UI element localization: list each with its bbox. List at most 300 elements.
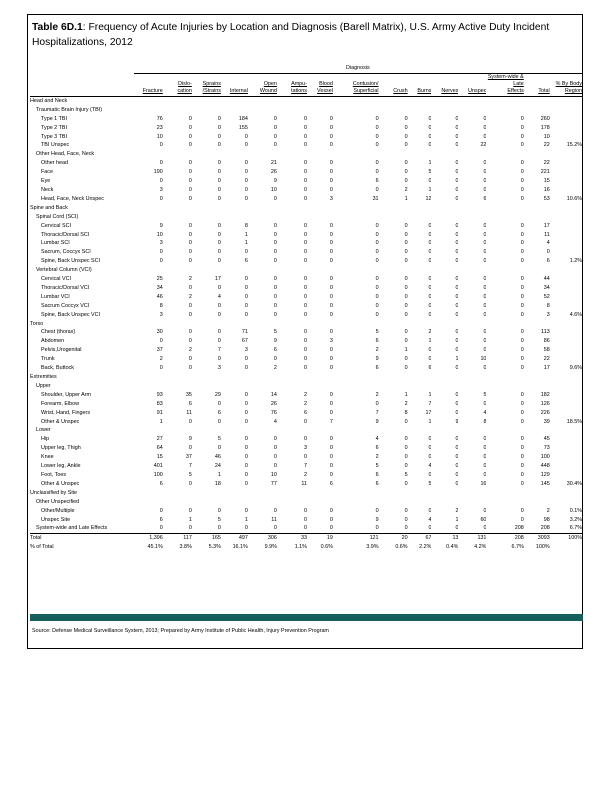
cell-value: 0	[404, 436, 408, 443]
cell-value: 11	[271, 516, 277, 523]
cell-value: 0	[329, 222, 333, 229]
cell-value: 0	[217, 338, 221, 345]
cell-value: 0	[159, 258, 163, 265]
cell-value	[524, 382, 550, 391]
cell-value: 9	[273, 338, 277, 345]
cell-value: 44	[543, 276, 550, 283]
cell-value: 0	[455, 338, 459, 345]
cell-value: 4	[546, 240, 550, 247]
cell-value: 6	[303, 409, 307, 416]
cell-value: 0	[303, 169, 307, 176]
cell-value: 0	[217, 525, 221, 532]
cell-value: 0	[188, 356, 192, 363]
cell-value: 0	[303, 133, 307, 140]
cell-value	[307, 489, 333, 498]
cell-value: 0	[428, 222, 432, 229]
cell-value: 0	[303, 454, 307, 461]
cell-value: 0	[520, 302, 524, 309]
column-header	[550, 73, 582, 96]
cell-value: 10	[156, 133, 163, 140]
cell-value	[134, 204, 163, 213]
cell-value: 0	[455, 195, 459, 202]
cell-value: 0	[483, 231, 487, 238]
cell-value: 226	[540, 409, 550, 416]
cell-value	[550, 115, 582, 124]
cell-value	[550, 426, 582, 435]
table-row	[30, 106, 582, 115]
cell-value: 0	[404, 258, 408, 265]
cell-value: 45.1%	[147, 544, 163, 551]
table-row	[30, 516, 582, 525]
cell-value: 11	[544, 231, 550, 238]
cell-value: 260	[540, 115, 550, 122]
cell-value: 6	[329, 480, 333, 487]
cell-value: 121	[333, 534, 379, 543]
column-header	[277, 73, 307, 96]
column-header-line2: Unspec	[468, 87, 487, 94]
cell-value: 0	[483, 507, 487, 514]
cell-value	[408, 106, 432, 115]
cell-value: 0	[520, 356, 524, 363]
cell-value: 306	[248, 534, 277, 543]
cell-value: 0	[483, 525, 487, 532]
cell-value: 0	[404, 133, 408, 140]
cell-value: 0	[273, 142, 277, 149]
cell-value: 0	[159, 160, 163, 167]
table-row	[30, 355, 582, 364]
column-header	[192, 73, 221, 96]
cell-value: 1	[217, 471, 221, 478]
row-label: Type 3 TBI	[41, 133, 67, 140]
cell-value	[550, 462, 582, 471]
cell-value: 497	[221, 534, 248, 543]
cell-value: 0	[483, 222, 487, 229]
column-header-line1: Contusion/	[352, 80, 379, 87]
cell-value: 6	[273, 347, 277, 354]
cell-value	[550, 391, 582, 400]
cell-value: 64	[156, 445, 163, 452]
cell-value	[307, 213, 333, 222]
cell-value: 0.1%	[569, 507, 582, 514]
cell-value	[163, 106, 192, 115]
cell-value: 0	[520, 178, 524, 185]
source-note: Source: Defense Medical Surveillance System, 2013; Prepared by Army Institute of Public Health, Injury Prevention Program	[32, 628, 329, 634]
cell-value	[458, 489, 486, 498]
cell-value: 208	[540, 525, 550, 532]
cell-value: 0	[455, 400, 459, 407]
cell-value: 0	[404, 293, 408, 300]
cell-value: 17	[543, 365, 550, 372]
cell-value: 6	[188, 400, 192, 407]
table-row	[30, 293, 582, 302]
cell-value: 0	[217, 302, 221, 309]
cell-value: 1.1%	[294, 544, 307, 551]
cell-value	[307, 320, 333, 329]
cell-value: 22	[543, 160, 550, 167]
table-row	[30, 489, 582, 498]
cell-value: 0	[188, 240, 192, 247]
cell-value: 0	[375, 400, 379, 407]
column-header-line2: Vessel	[317, 87, 333, 94]
cell-value	[221, 266, 248, 275]
cell-value: 131	[458, 534, 486, 543]
table-row	[30, 177, 582, 186]
cell-value: 0	[428, 133, 432, 140]
cell-value	[550, 471, 582, 480]
cell-value: 5	[375, 463, 379, 470]
cell-value: 2	[428, 329, 432, 336]
row-label: Hip	[41, 436, 50, 443]
cell-value: 0	[159, 195, 163, 202]
cell-value: 100	[540, 454, 550, 461]
cell-value: 0	[520, 258, 524, 265]
cell-value: 3.8%	[179, 544, 192, 551]
cell-value: 29	[214, 391, 221, 398]
cell-value: 0	[303, 516, 307, 523]
cell-value: 8	[404, 409, 408, 416]
cell-value	[307, 96, 333, 105]
cell-value: 0	[483, 311, 487, 318]
cell-value: 0	[520, 186, 524, 193]
cell-value	[333, 150, 379, 159]
cell-value	[248, 266, 277, 275]
cell-value: 221	[540, 169, 550, 176]
cell-value	[333, 106, 379, 115]
cell-value: 3.9%	[366, 544, 379, 551]
cell-value	[550, 266, 582, 275]
cell-value: 0	[244, 471, 248, 478]
cell-value: 8	[546, 302, 550, 309]
cell-value: 2	[303, 400, 307, 407]
cell-value: 2	[375, 454, 379, 461]
cell-value: 0	[244, 186, 248, 193]
column-header	[307, 73, 333, 96]
cell-value	[379, 106, 408, 115]
cell-value: 6	[375, 365, 379, 372]
cell-value	[550, 453, 582, 462]
cell-value	[408, 373, 432, 382]
row-label: Traumatic Brain Injury (TBI)	[36, 106, 102, 113]
table-row	[30, 159, 582, 168]
row-label: Thoracic/Dorsal VCI	[41, 284, 90, 291]
cell-value: 8	[159, 302, 163, 309]
cell-value: 0	[273, 302, 277, 309]
cell-value	[550, 409, 582, 418]
cell-value: 0	[520, 115, 524, 122]
cell-value	[379, 489, 408, 498]
cell-value: 1,396	[134, 534, 163, 543]
cell-value: 0	[329, 124, 333, 131]
cell-value: 0	[244, 195, 248, 202]
cell-value: 0	[273, 284, 277, 291]
cell-value: 67	[241, 338, 248, 345]
cell-value: 5	[375, 329, 379, 336]
cell-value: 9	[159, 222, 163, 229]
cell-value: 0	[244, 293, 248, 300]
cell-value: 1	[428, 418, 432, 425]
cell-value: 0	[428, 302, 432, 309]
cell-value: 2	[455, 507, 459, 514]
cell-value: 71	[241, 329, 248, 336]
cell-value: 0	[483, 454, 487, 461]
cell-value: 0	[217, 284, 221, 291]
cell-value: 0	[404, 516, 408, 523]
cell-value: 0	[455, 329, 459, 336]
cell-value: 0	[303, 311, 307, 318]
cell-value: 0	[520, 454, 524, 461]
cell-value: 0	[273, 258, 277, 265]
cell-value: 1	[244, 231, 248, 238]
cell-value: 0	[329, 436, 333, 443]
cell-value	[307, 150, 333, 159]
cell-value: 13	[431, 534, 458, 543]
cell-value: 0	[520, 347, 524, 354]
cell-value	[550, 320, 582, 329]
cell-value: 0	[455, 231, 459, 238]
cell-value	[192, 106, 221, 115]
cell-value: 0	[244, 356, 248, 363]
cell-value: 1	[404, 195, 408, 202]
table-row	[30, 284, 582, 293]
column-header	[524, 73, 550, 96]
cell-value: 126	[540, 400, 550, 407]
cell-value: 0	[428, 142, 432, 149]
cell-value: 8	[483, 418, 487, 425]
cell-value: 0	[273, 293, 277, 300]
cell-value: 0	[188, 169, 192, 176]
cell-value: 0	[188, 133, 192, 140]
cell-value: 0	[520, 142, 524, 149]
cell-value	[163, 266, 192, 275]
column-header-line2: Nerves	[441, 87, 459, 94]
cell-value: 0	[303, 365, 307, 372]
cell-value: 6.7%	[511, 544, 524, 551]
cell-value: 0	[520, 169, 524, 176]
cell-value: 7	[217, 347, 221, 354]
row-label: Total	[30, 534, 134, 543]
row-label: Head, Face, Neck Unspec	[41, 195, 104, 202]
cell-value	[192, 320, 221, 329]
cell-value	[379, 498, 408, 507]
cell-value: 0	[303, 436, 307, 443]
cell-value: 0	[303, 124, 307, 131]
cell-value	[192, 96, 221, 105]
cell-value: 0	[455, 302, 459, 309]
cell-value: 0	[217, 169, 221, 176]
table-row	[30, 231, 582, 240]
cell-value: 33	[277, 534, 307, 543]
cell-value: 0	[404, 445, 408, 452]
cell-value	[277, 382, 307, 391]
cell-value: 73	[543, 445, 550, 452]
cell-value: 18.5%	[566, 418, 582, 425]
cell-value: 30.4%	[566, 480, 582, 487]
table-row	[30, 462, 582, 471]
row-label: Wrist, Hand, Fingers	[41, 409, 91, 416]
cell-value: 0	[273, 356, 277, 363]
cell-value: 0	[217, 507, 221, 514]
cell-value	[431, 426, 458, 435]
cell-value	[524, 150, 550, 159]
row-label: Spine, Back Unspec VCI	[41, 311, 101, 318]
cell-value: 0	[217, 142, 221, 149]
cell-value	[277, 96, 307, 105]
cell-value: 0	[455, 463, 459, 470]
cell-value: 0	[273, 195, 277, 202]
cell-value: 0	[483, 186, 487, 193]
cell-value	[192, 213, 221, 222]
cell-value	[550, 133, 582, 142]
cell-value: 0	[273, 231, 277, 238]
row-label: Extremities	[30, 374, 57, 380]
cell-value: 39	[543, 418, 550, 425]
cell-value: 208	[514, 525, 524, 532]
cell-value: 0	[244, 454, 248, 461]
cell-value: 100%	[535, 544, 550, 551]
cell-value	[458, 204, 486, 213]
table-row	[30, 418, 582, 427]
table-title	[32, 20, 578, 50]
cell-value: 0	[329, 445, 333, 452]
cell-value: 3	[303, 445, 307, 452]
cell-value: 0	[273, 249, 277, 256]
cell-value: 24	[214, 463, 221, 470]
cell-value: 0	[188, 338, 192, 345]
cell-value	[333, 213, 379, 222]
cell-value	[550, 337, 582, 346]
cell-value: 0	[520, 365, 524, 372]
cell-value	[550, 284, 582, 293]
cell-value: 26	[270, 400, 277, 407]
cell-value	[550, 543, 582, 552]
cell-value: 3	[159, 186, 163, 193]
cell-value: 31	[372, 195, 379, 202]
cell-value: 0	[483, 365, 487, 372]
cell-value: 0	[455, 186, 459, 193]
cell-value	[550, 231, 582, 240]
cell-value: 0	[273, 276, 277, 283]
cell-value: 91	[156, 409, 163, 416]
cell-value	[379, 320, 408, 329]
table-row	[30, 435, 582, 444]
cell-value	[248, 204, 277, 213]
cell-value: 1	[428, 338, 432, 345]
cell-value: 4	[375, 436, 379, 443]
cell-value	[192, 426, 221, 435]
cell-value: 401	[153, 463, 163, 470]
table-row	[30, 346, 582, 355]
row-label: Spine, Back Unspec SCI	[41, 258, 101, 265]
cell-value	[550, 106, 582, 115]
cell-value: 17	[543, 222, 550, 229]
cell-value	[550, 96, 582, 105]
cell-value: 3	[329, 338, 333, 345]
cell-value	[379, 213, 408, 222]
cell-value: 0	[483, 160, 487, 167]
cell-value: 0	[428, 258, 432, 265]
cell-value: 0	[188, 445, 192, 452]
cell-value: 0	[483, 463, 487, 470]
cell-value	[431, 150, 458, 159]
table-row	[30, 444, 582, 453]
cell-value: 0	[244, 178, 248, 185]
cell-value: 3.2%	[569, 516, 582, 523]
cell-value: 0	[404, 124, 408, 131]
cell-value: 0	[329, 276, 333, 283]
cell-value	[486, 373, 523, 382]
cell-value: 0	[188, 249, 192, 256]
cell-value: 0	[404, 302, 408, 309]
cell-value: 0	[483, 347, 487, 354]
cell-value	[408, 266, 432, 275]
cell-value: 0	[329, 471, 333, 478]
cell-value: 0	[273, 133, 277, 140]
cell-value	[192, 382, 221, 391]
table-row	[30, 364, 582, 373]
cell-value: 2	[303, 471, 307, 478]
cell-value: 0	[404, 365, 408, 372]
column-header	[221, 73, 248, 96]
cell-value: 0	[329, 516, 333, 523]
cell-value: 0	[428, 293, 432, 300]
cell-value	[431, 373, 458, 382]
cell-value	[550, 275, 582, 284]
cell-value	[431, 489, 458, 498]
cell-value	[307, 204, 333, 213]
cell-value: 0	[273, 240, 277, 247]
table-row	[30, 328, 582, 337]
cell-value: 0	[244, 276, 248, 283]
cell-value: 15	[543, 178, 550, 185]
cell-value: 0	[217, 240, 221, 247]
cell-value: 0	[217, 329, 221, 336]
cell-value: 3	[546, 311, 550, 318]
cell-value	[431, 266, 458, 275]
cell-value: 0	[303, 160, 307, 167]
cell-value	[248, 96, 277, 105]
cell-value: 6	[428, 365, 432, 372]
cell-value: 0	[483, 293, 487, 300]
row-label: Knee	[41, 454, 54, 461]
cell-value: 2	[188, 347, 192, 354]
cell-value: 52	[543, 293, 550, 300]
table-row	[30, 213, 582, 222]
table-row	[30, 115, 582, 124]
cell-value: 0	[188, 186, 192, 193]
row-label: Other/Multiple	[41, 507, 75, 514]
row-label: Face	[41, 169, 53, 176]
table-title-text: : Frequency of Acute Injuries by Location and Diagnosis (Barell Matrix), U.S. Army Active Duty Incident Hospitalizations, 2012	[32, 22, 550, 48]
cell-value: 9	[188, 436, 192, 443]
column-header	[163, 73, 192, 96]
cell-value	[277, 204, 307, 213]
cell-value: 34	[543, 284, 550, 291]
table-row	[30, 96, 582, 105]
cell-value: 0	[303, 525, 307, 532]
cell-value	[333, 426, 379, 435]
cell-value: 0	[244, 480, 248, 487]
cell-value: 1	[455, 516, 459, 523]
row-label: Other Unspecified	[36, 498, 80, 505]
column-header-line2: Region	[564, 87, 582, 94]
cell-value: 0	[375, 186, 379, 193]
cell-value	[134, 373, 163, 382]
row-label: Cervical SCI	[41, 222, 71, 229]
cell-value: 100%	[550, 534, 582, 543]
table-row	[30, 204, 582, 213]
cell-value: 0	[217, 160, 221, 167]
cell-value	[486, 150, 523, 159]
